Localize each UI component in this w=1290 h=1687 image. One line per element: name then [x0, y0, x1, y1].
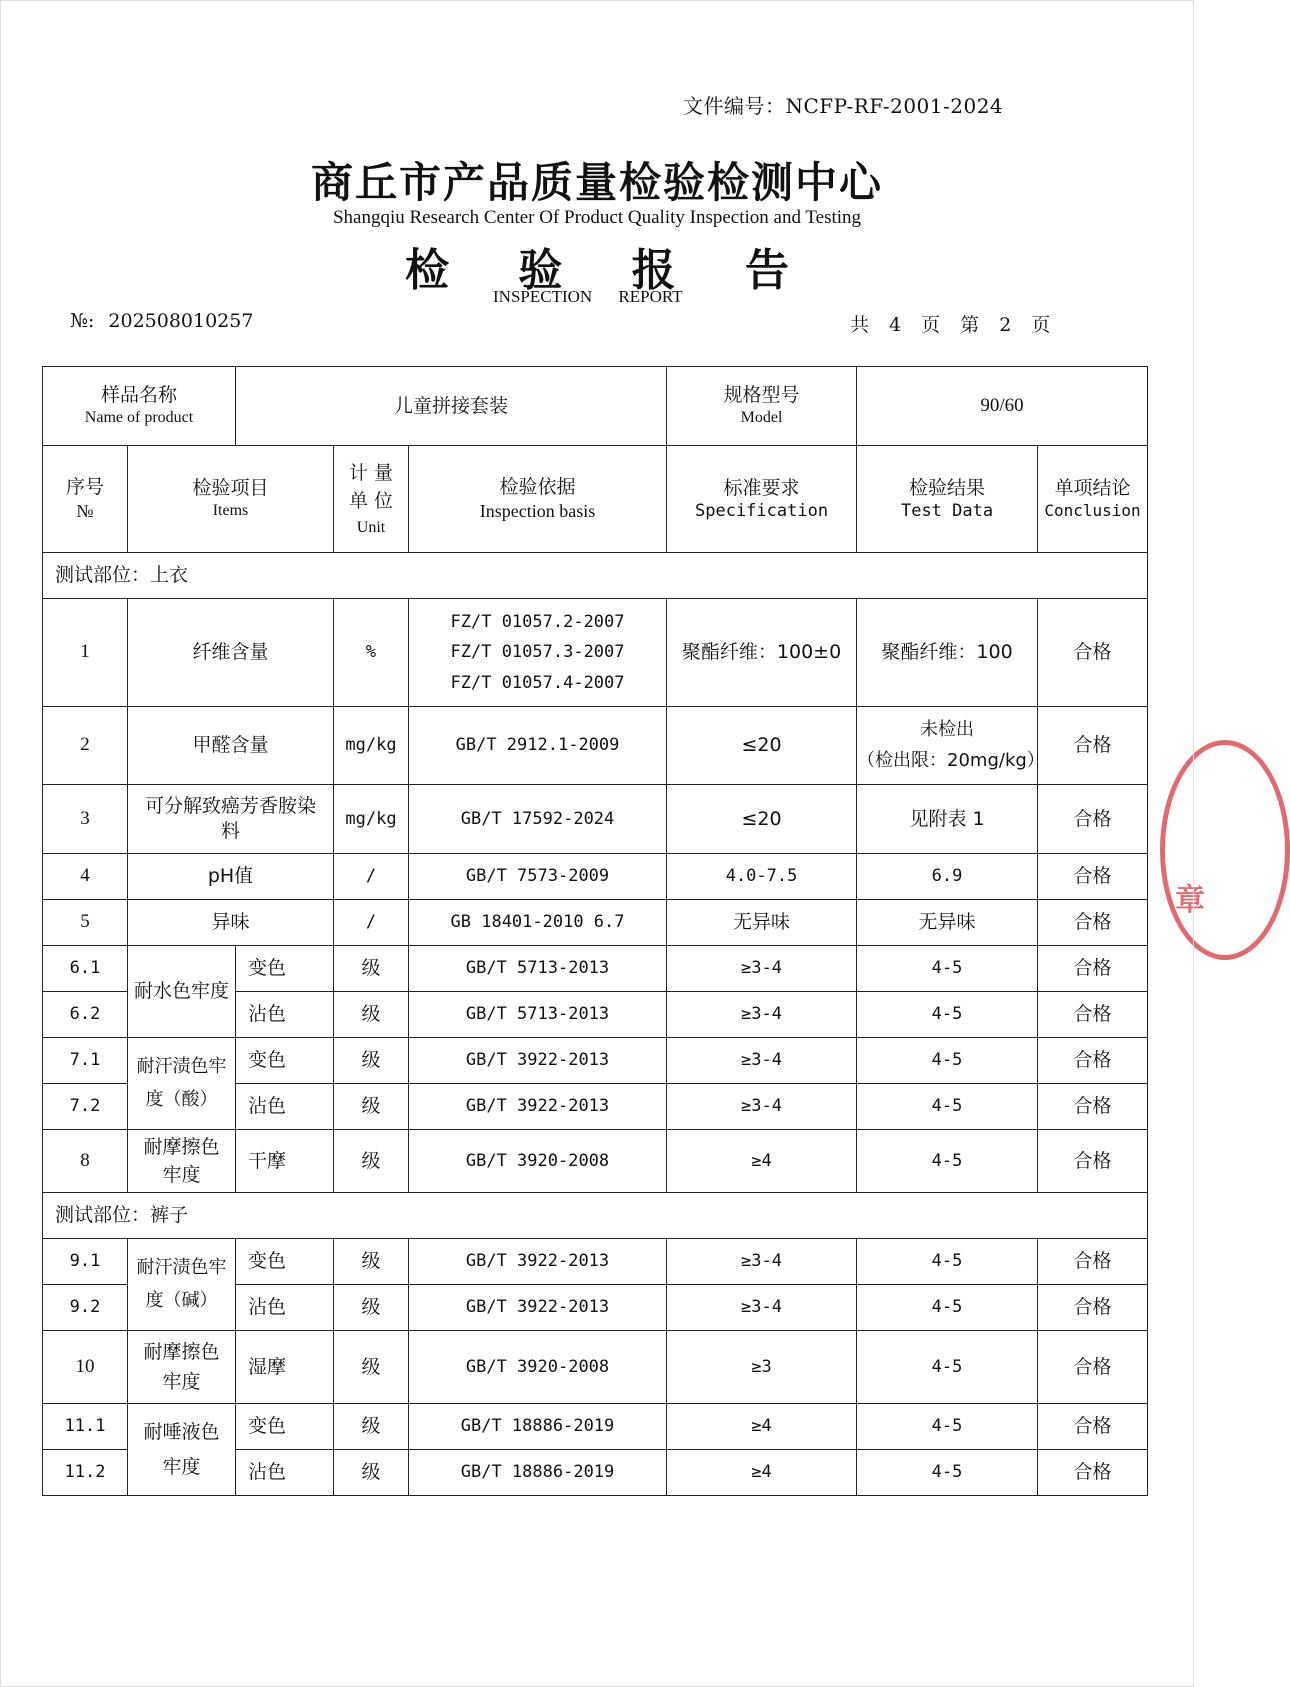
row-spec: ≥3-4 — [667, 992, 857, 1038]
section-row-top — [43, 553, 1148, 599]
col-header-unit — [334, 446, 409, 553]
row-spec: ≥3-4 — [667, 1239, 857, 1285]
row-no: 3 — [43, 785, 128, 854]
row-subitem: 干摩 — [236, 1130, 334, 1193]
col-header-unit-cn2: 单 位 — [348, 490, 394, 512]
row-spec: 聚酯纤维：100±0 — [667, 599, 857, 707]
row-subitem: 沾色 — [236, 1285, 334, 1331]
row-spec: 4.0-7.5 — [667, 854, 857, 900]
row-spec: ≥3-4 — [667, 1084, 857, 1130]
row-spec: 无异味 — [667, 900, 857, 946]
row-result: 4-5 — [857, 992, 1038, 1038]
row-basis: GB/T 3920-2008 — [409, 1130, 667, 1193]
row-subitem: 沾色 — [236, 1084, 334, 1130]
row-basis: GB/T 18886-2019 — [409, 1404, 667, 1450]
row-result: 无异味 — [857, 900, 1038, 946]
row-basis: GB/T 3922-2013 — [409, 1038, 667, 1084]
row-unit: 级 — [334, 1331, 409, 1404]
row-basis — [409, 599, 667, 707]
row-conclusion: 合格 — [1038, 900, 1148, 946]
col-header-conclusion-cn: 单项结论 — [1054, 477, 1131, 500]
row-item: 纤维含量 — [128, 599, 334, 707]
column-header-row — [43, 446, 1148, 553]
row-subitem: 沾色 — [236, 992, 334, 1038]
model-label-cn: 规格型号 — [723, 384, 800, 407]
row-spec: ≥3-4 — [667, 1285, 857, 1331]
row-basis: GB/T 3922-2013 — [409, 1084, 667, 1130]
row-basis: GB/T 3922-2013 — [409, 1239, 667, 1285]
report-number-value: 202508010257 — [108, 310, 254, 332]
row-basis-line: FZ/T 01057.4-2007 — [450, 672, 625, 693]
report-title-char: 报 — [631, 245, 676, 296]
row-group: 耐摩擦色牢度 — [128, 1331, 236, 1404]
table-row — [43, 785, 1148, 854]
col-header-basis — [409, 446, 667, 553]
col-header-conclusion-en: Conclusion — [1044, 500, 1141, 520]
row-spec: ≥4 — [667, 1130, 857, 1193]
col-header-item-cn: 检验项目 — [192, 477, 269, 500]
product-info-row — [43, 367, 1148, 446]
row-basis: GB/T 17592-2024 — [409, 785, 667, 854]
row-conclusion: 合格 — [1038, 1084, 1148, 1130]
row-basis: GB/T 3922-2013 — [409, 1285, 667, 1331]
row-subitem: 沾色 — [236, 1450, 334, 1496]
row-no: 11.2 — [43, 1450, 128, 1496]
row-no: 4 — [43, 854, 128, 900]
row-no: 7.2 — [43, 1084, 128, 1130]
row-spec: ≥4 — [667, 1450, 857, 1496]
col-header-no-en: № — [76, 500, 94, 521]
row-unit: mg/kg — [334, 785, 409, 854]
row-result — [857, 707, 1045, 785]
inspection-table — [42, 366, 1148, 1496]
row-unit: 级 — [334, 1239, 409, 1285]
row-group: 耐摩擦色牢度 — [128, 1130, 236, 1193]
row-result: 6.9 — [857, 854, 1038, 900]
col-header-spec-en: Specification — [695, 501, 829, 522]
product-name-label — [43, 367, 236, 446]
col-header-result-cn: 检验结果 — [909, 476, 986, 499]
model-value: 90/60 — [857, 367, 1148, 446]
row-result: 见附表 1 — [857, 785, 1038, 854]
row-item: 甲醛含量 — [128, 707, 334, 785]
model-label-en: Model — [740, 408, 783, 426]
row-unit: 级 — [334, 1084, 409, 1130]
row-unit: 级 — [334, 946, 409, 992]
col-header-item-en: Items — [212, 501, 249, 519]
row-result: 4-5 — [857, 1404, 1038, 1450]
section-label: 测试部位：上衣 — [43, 553, 1148, 599]
col-header-unit-en: Unit — [356, 518, 386, 536]
row-item: 可分解致癌芳香胺染料 — [128, 785, 334, 854]
row-group: 耐唾液色牢度 — [128, 1404, 236, 1496]
row-unit: 级 — [334, 1285, 409, 1331]
section-row-pants — [43, 1193, 1148, 1239]
col-header-item — [128, 446, 334, 553]
row-conclusion: 合格 — [1038, 1404, 1148, 1450]
row-no: 7.1 — [43, 1038, 128, 1084]
row-conclusion: 合格 — [1038, 1285, 1148, 1331]
row-result-line: 未检出 — [920, 718, 975, 740]
row-result: 4-5 — [857, 946, 1038, 992]
row-basis: GB/T 3920-2008 — [409, 1331, 667, 1404]
row-conclusion: 合格 — [1038, 992, 1148, 1038]
row-result: 4-5 — [857, 1450, 1038, 1496]
row-no: 2 — [43, 707, 128, 785]
report-title-char: 告 — [744, 245, 789, 296]
col-header-unit-cn1: 计 量 — [348, 461, 394, 484]
row-spec: ≥3-4 — [667, 946, 857, 992]
row-spec: ≥3 — [667, 1331, 857, 1404]
model-label — [667, 367, 857, 446]
row-conclusion: 合格 — [1038, 1130, 1148, 1193]
row-spec: ≤20 — [667, 707, 857, 785]
table-row — [43, 1038, 1148, 1084]
seal-glyph: 章 — [1175, 883, 1205, 918]
row-basis-line: FZ/T 01057.2-2007 — [450, 611, 625, 632]
product-name-label-en: Name of product — [84, 408, 194, 426]
row-basis-line: FZ/T 01057.3-2007 — [450, 642, 625, 663]
row-no: 11.1 — [43, 1404, 128, 1450]
row-unit: 级 — [334, 1404, 409, 1450]
row-spec: ≥3-4 — [667, 1038, 857, 1084]
row-result-line: （检出限：20mg/kg） — [857, 749, 1045, 771]
row-group: 耐汗渍色牢度（酸） — [128, 1038, 236, 1130]
table-row — [43, 900, 1148, 946]
row-result: 4-5 — [857, 1239, 1038, 1285]
row-no: 9.1 — [43, 1239, 128, 1285]
row-no: 9.2 — [43, 1285, 128, 1331]
row-conclusion: 合格 — [1038, 946, 1148, 992]
organization-name-en: Shangqiu Research Center Of Product Quality Inspection and Testing — [332, 207, 862, 228]
row-item: 异味 — [128, 900, 334, 946]
table-row — [43, 1239, 1148, 1285]
row-result: 4-5 — [857, 1084, 1038, 1130]
col-header-conclusion — [1038, 446, 1148, 553]
row-result: 4-5 — [857, 1331, 1038, 1404]
col-header-spec — [667, 446, 857, 553]
table-row — [43, 707, 1148, 785]
col-header-result — [857, 446, 1038, 553]
row-subitem: 变色 — [236, 946, 334, 992]
row-subitem: 湿摩 — [236, 1331, 334, 1404]
row-unit: / — [334, 854, 409, 900]
row-no: 1 — [43, 599, 128, 707]
document-number: 文件编号：NCFP-RF-2001-2024 — [683, 94, 1004, 118]
row-group: 耐水色牢度 — [128, 946, 236, 1038]
row-item: pH值 — [128, 854, 334, 900]
row-no: 10 — [43, 1331, 128, 1404]
row-conclusion: 合格 — [1038, 599, 1148, 707]
table-row — [43, 946, 1148, 992]
row-group: 耐汗渍色牢度（碱） — [128, 1239, 236, 1331]
page-indicator: 共 4 页 第 2 页 — [850, 314, 1051, 336]
row-conclusion: 合格 — [1038, 1239, 1148, 1285]
row-basis: GB 18401-2010 6.7 — [409, 900, 667, 946]
row-conclusion: 合格 — [1038, 785, 1148, 854]
row-unit: mg/kg — [334, 707, 409, 785]
row-conclusion: 合格 — [1038, 1450, 1148, 1496]
table-row — [43, 599, 1148, 707]
col-header-basis-en: Inspection basis — [479, 500, 596, 521]
row-no: 5 — [43, 900, 128, 946]
section-label: 测试部位：裤子 — [43, 1193, 1148, 1239]
row-conclusion: 合格 — [1038, 1038, 1148, 1084]
report-title-char: 检 — [405, 245, 449, 296]
col-header-no-cn: 序号 — [65, 475, 104, 498]
table-row — [43, 854, 1148, 900]
row-no: 8 — [43, 1130, 128, 1193]
row-conclusion: 合格 — [1038, 1331, 1148, 1404]
row-basis: GB/T 7573-2009 — [409, 854, 667, 900]
table-row — [43, 1331, 1148, 1404]
row-unit: / — [334, 900, 409, 946]
row-subitem: 变色 — [236, 1239, 334, 1285]
row-result: 4-5 — [857, 1285, 1038, 1331]
row-result: 4-5 — [857, 1038, 1038, 1084]
table-row — [43, 1404, 1148, 1450]
row-no: 6.1 — [43, 946, 128, 992]
product-name-value: 儿童拼接套装 — [236, 367, 667, 446]
row-conclusion: 合格 — [1038, 854, 1148, 900]
row-conclusion: 合格 — [1038, 707, 1148, 785]
row-basis: GB/T 2912.1-2009 — [409, 707, 667, 785]
report-number-label: №: — [70, 310, 95, 332]
product-name-label-cn: 样品名称 — [100, 384, 177, 407]
col-header-result-en: Test Data — [900, 501, 994, 522]
report-title-en: INSPECTION REPORT — [493, 287, 683, 306]
official-seal-stamp — [1160, 740, 1290, 960]
row-subitem: 变色 — [236, 1038, 334, 1084]
row-result: 4-5 — [857, 1130, 1038, 1193]
row-no: 6.2 — [43, 992, 128, 1038]
row-spec: ≤20 — [667, 785, 857, 854]
col-header-no — [43, 446, 128, 553]
col-header-basis-cn: 检验依据 — [499, 475, 576, 498]
report-number — [70, 310, 253, 332]
row-unit: 级 — [334, 1038, 409, 1084]
col-header-spec-cn: 标准要求 — [723, 476, 800, 499]
row-basis: GB/T 5713-2013 — [409, 992, 667, 1038]
table-row — [43, 1130, 1148, 1193]
row-unit: 级 — [334, 992, 409, 1038]
row-spec: ≥4 — [667, 1404, 857, 1450]
row-result: 聚酯纤维：100 — [857, 599, 1038, 707]
row-basis: GB/T 5713-2013 — [409, 946, 667, 992]
row-unit: % — [334, 599, 409, 707]
row-unit: 级 — [334, 1450, 409, 1496]
organization-name-cn: 商丘市产品质量检验检测中心 — [310, 158, 883, 207]
report-title-char: 验 — [518, 245, 563, 296]
row-subitem: 变色 — [236, 1404, 334, 1450]
row-basis: GB/T 18886-2019 — [409, 1450, 667, 1496]
row-unit: 级 — [334, 1130, 409, 1193]
